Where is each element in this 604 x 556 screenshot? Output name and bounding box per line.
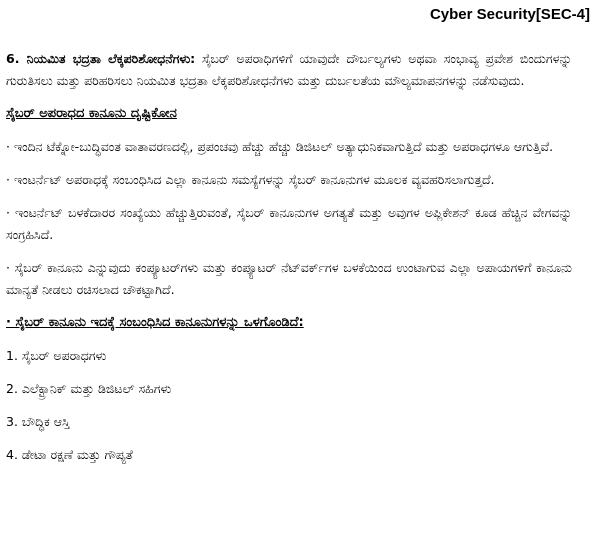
document-header-title: Cyber Security[SEC-4] xyxy=(429,6,590,23)
point-6-text: ಸೈಬರ್ ಅಪರಾಧಿಗಳಿಗೆ ಯಾವುದೇ ದೌರ್ಬಲ್ಯಗಳು ಅಥವಾ ಸಂಭಾವ್ಯ ಪ್ರವೇಶ ಬಿಂದುಗಳನ್ನು ಗುರುತಿಸಲು ಮತ್ತು ಪರಿಹರಿಸಲು ನಿಯಮಿತ ಭದ್ರತಾ ಲೆಕ್ಕಪರಿಶೋಧನೆಗಳು ಮತ್ತು ದುರ್ಬಲತೆಯ ಮೌಲ್ಯಮಾಪನಗಳನ್ನು ನಡೆಸುವುದು. xyxy=(6,51,572,88)
section-heading-cyber-law-covers: · ಸೈಬರ್ ಕಾನೂನು ಇದಕ್ಕೆ ಸಂಬಂಧಿಸಿದ ಕಾನೂನುಗಳನ್ನು ಒಳಗೊಂಡಿದೆ: xyxy=(6,315,304,330)
bullet-paragraph: · ಇಂದಿನ ಟೆಕ್ನೋ-ಬುದ್ಧಿವಂತ ವಾತಾವರಣದಲ್ಲಿ, ಪ್ರಪಂಚವು ಹೆಚ್ಚು ಹೆಚ್ಚು ಡಿಜಿಟಲ್ ಅತ್ಯಾಧುನಿಕವಾಗುತ್ತಿದೆ ಮತ್ತು ಅಪರಾಧಗಳೂ ಆಗುತ್ತಿವೆ. xyxy=(6,139,554,154)
list-item: 1. ಸೈಬರ್ ಅಪರಾಧಗಳು xyxy=(6,348,107,363)
bullet-paragraph: · ಸೈಬರ್ ಕಾನೂನು ಎನ್ನುವುದು ಕಂಪ್ಯೂಟರ್‌ಗಳು ಮತ್ತು ಕಂಪ್ಯೂಟರ್ ನೆಟ್‌ವರ್ಕ್‌ಗಳ ಬಳಕೆಯಿಂದ ಉಂಟಾಗುವ ಎಲ್ಲಾ ಅಪಾಯಗಳಿಗೆ ಕಾನೂನು ಮಾನ್ಯತೆ ನೀಡಲು ರಚಿಸಲಾದ ಚೌಕಟ್ಟಾಗಿದೆ. xyxy=(6,260,572,297)
list-item: 4. ಡೇಟಾ ರಕ್ಷಣೆ ಮತ್ತು ಗೌಪ್ಯತೆ xyxy=(6,447,133,462)
section-heading-legal-perspective: ಸೈಬರ್ ಅಪರಾಧದ ಕಾನೂನು ದೃಷ್ಟಿಕೋನ xyxy=(6,106,177,121)
list-item: 2. ಎಲೆಕ್ಟ್ರಾನಿಕ್ ಮತ್ತು ಡಿಜಿಟಲ್ ಸಹಿಗಳು xyxy=(6,381,172,396)
point-6-label: 6. ನಿಯಮಿತ ಭದ್ರತಾ ಲೆಕ್ಕಪರಿಶೋಧನೆಗಳು: xyxy=(6,51,196,66)
list-item: 3. ಬೌದ್ಧಿಕ ಆಸ್ತಿ xyxy=(6,414,70,429)
bullet-paragraph: · ಇಂಟರ್ನೆಟ್ ಅಪರಾಧಕ್ಕೆ ಸಂಬಂಧಿಸಿದ ಎಲ್ಲಾ ಕಾನೂನು ಸಮಸ್ಯೆಗಳನ್ನು ಸೈಬರ್ ಕಾನೂನುಗಳ ಮೂಲಕ ವ್ಯವಹರಿಸಲಾಗುತ್ತದೆ. xyxy=(6,172,495,187)
document-body xyxy=(6,48,572,477)
bullet-paragraph: · ಇಂಟರ್ನೆಟ್ ಬಳಕೆದಾರರ ಸಂಖ್ಯೆಯು ಹೆಚ್ಚುತ್ತಿರುವಂತೆ, ಸೈಬರ್ ಕಾನೂನುಗಳ ಅಗತ್ಯತೆ ಮತ್ತು ಅವುಗಳ ಅಪ್ಲಿಕೇಶನ್ ಕೂಡ ಹೆಚ್ಚಿನ ವೇಗವನ್ನು ಸಂಗ್ರಹಿಸಿದೆ. xyxy=(6,205,572,242)
point-6-paragraph xyxy=(6,48,572,92)
